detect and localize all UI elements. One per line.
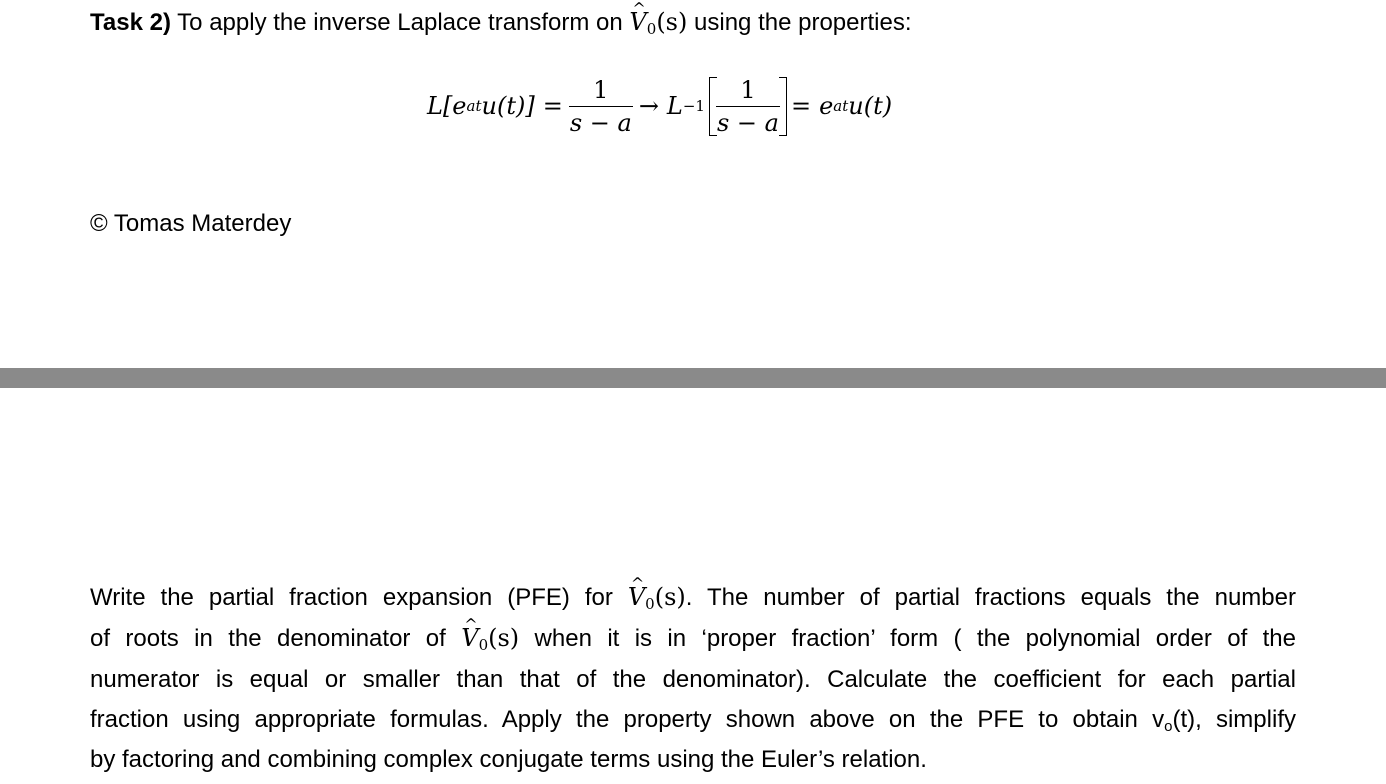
line1-text-b: . The number of partial fractions equals the number [685, 584, 1296, 611]
formula-frac-den: s − a [569, 108, 632, 137]
formula-frac2-den: s − a [716, 108, 779, 137]
formula-frac-num: 1 [569, 77, 633, 107]
line4-text-b: (t), simplify [1172, 705, 1296, 733]
paragraph-line-5: by factoring and combining complex conjugate terms using the Euler’s relation. [90, 746, 927, 774]
formula-inv-L: L [666, 92, 683, 120]
paragraph-line-4 [90, 700, 1296, 740]
v-hat-symbol-2: ^ V [628, 577, 645, 617]
formula-lhs-close: u(t)] [481, 92, 535, 120]
line1-text-a: Write the partial fraction expansion (PFE) for [90, 584, 628, 611]
formula-arrow: → [638, 92, 659, 120]
laplace-property-formula: L[e at u(t)] = $\frac{1}{s - a}$ → L −1 $\frac{1}{s - a}$ = e at u(t) [427, 75, 893, 137]
v-hat-symbol: ^ V [629, 6, 646, 38]
task-text-after: using the properties: [687, 9, 912, 36]
subscript-zero-3: 0 [478, 636, 489, 655]
formula-fraction-2 [716, 77, 780, 136]
paragraph-line-3: numerator is equal or smaller than that of the denominator). Calculate the coefficient for each partial [90, 665, 1296, 693]
subscript-zero: 0 [646, 20, 657, 38]
v0-of-s-math-3 [461, 624, 520, 655]
formula-fraction [569, 77, 633, 136]
formula-lhs-open: L[e [427, 92, 467, 120]
formula-equals: = [542, 92, 563, 120]
line4-subscript: o [1164, 717, 1173, 735]
task-text-before: To apply the inverse Laplace transform on [170, 9, 630, 36]
line2-text-a: of roots in the denominator of [90, 625, 462, 653]
formula-rhs-u: u(t) [848, 92, 893, 120]
copyright-notice: © Tomas Materdey [90, 210, 292, 237]
arg-s: (s) [656, 8, 688, 36]
v0-of-s-math-2 [628, 583, 686, 611]
divider-bar [0, 368, 1386, 388]
formula-equals-2: = [790, 92, 812, 120]
paragraph-line-1 [90, 577, 1296, 618]
subscript-zero-2: 0 [645, 595, 655, 613]
paragraph-line-2 [90, 618, 1296, 659]
v-hat-symbol-3: ^ V [461, 618, 478, 658]
line4-text-a: fraction using appropriate formulas. Apply the property shown above on the PFE to obtain v [90, 705, 1165, 733]
task-heading [90, 6, 912, 39]
instructions-paragraph [90, 577, 1296, 780]
arg-s-2: (s) [654, 583, 686, 611]
arg-s-3: (s) [488, 624, 520, 653]
task-label: Task 2) [90, 9, 171, 36]
v0-of-s-math [629, 8, 687, 36]
formula-frac2-num: 1 [716, 77, 780, 107]
line2-text-b: when it is in ‘proper fraction’ form ( the polynomial order of the [519, 625, 1296, 653]
formula-bracket [709, 77, 787, 136]
formula-rhs-e: e [819, 92, 834, 120]
